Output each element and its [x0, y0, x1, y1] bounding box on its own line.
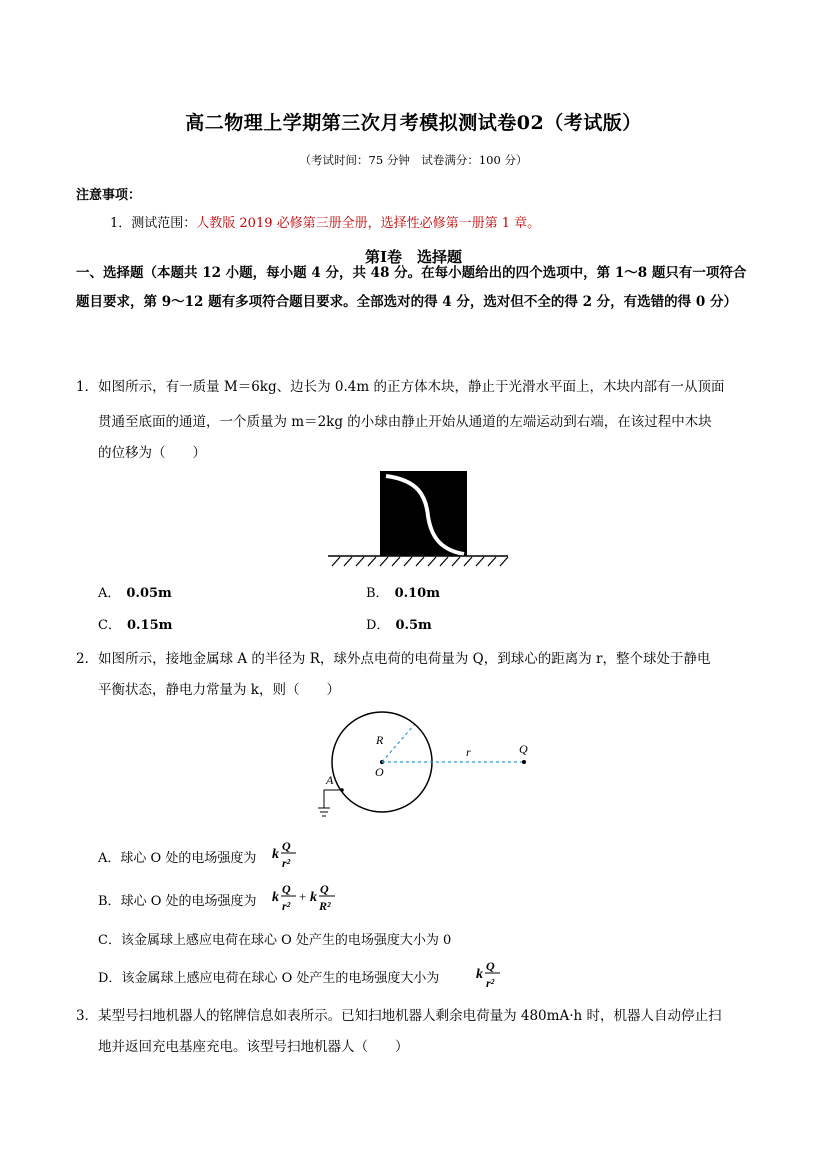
q1-line-2: 贯通至底面的通道，一个质量为 m＝2kg 的小球由静止开始从通道的左端运动到右端，在该过程中木块	[98, 414, 712, 430]
notice-heading: 注意事项：	[76, 188, 142, 203]
q1-line-3: 的位移为（ ）	[98, 445, 206, 461]
svg-text:Q: Q	[282, 839, 291, 853]
option-letter: C．	[98, 618, 121, 633]
notice-item-1-prefix: 1．测试范围：	[110, 216, 197, 231]
svg-text:Q: Q	[282, 882, 291, 896]
q1-figure-block-on-floor	[328, 468, 508, 568]
svg-text:R²: R²	[319, 899, 331, 913]
option-text: 球心 O 处的电场强度为	[120, 894, 257, 909]
q2-option-a-formula	[272, 838, 302, 872]
q2-option-d-formula	[476, 958, 506, 992]
q1-option-c[interactable]	[98, 614, 172, 633]
option-letter: A．	[98, 851, 121, 866]
q1-option-d[interactable]	[366, 614, 432, 633]
q1-option-a[interactable]	[98, 582, 172, 601]
option-letter: A．	[98, 586, 121, 601]
q1-option-b[interactable]	[366, 582, 440, 601]
label-r: r	[466, 745, 471, 759]
q2-line-1: 2．如图所示，接地金属球 A 的半径为 R，球外点电荷的电荷量为 Q，到球心的距离为 r，整个球处于静电	[76, 651, 711, 667]
option-letter: B．	[366, 586, 389, 601]
option-letter: C．	[98, 933, 121, 948]
q3-line-1: 3．某型号扫地机器人的铭牌信息如表所示。已知扫地机器人剩余电荷量为 480mA·h 时，机器人自动停止扫	[76, 1008, 722, 1024]
option-letter: B．	[98, 894, 121, 909]
svg-text:k: k	[272, 847, 279, 862]
section-title: 第Ⅰ卷 选择题	[364, 248, 463, 266]
svg-text:k: k	[310, 890, 317, 905]
q2-option-d[interactable]	[98, 967, 439, 986]
exam-info: （考试时间：75 分钟 试卷满分：100 分）	[299, 153, 528, 167]
svg-text:k: k	[272, 890, 279, 905]
q2-line-2: 平衡状态，静电力常量为 k，则（ ）	[98, 682, 340, 698]
q3-line-2: 地并返回充电基座充电。该型号扫地机器人（ ）	[98, 1039, 409, 1055]
svg-text:r²: r²	[282, 899, 291, 913]
notice-item-1	[110, 212, 540, 231]
page-title: 高二物理上学期第三次月考模拟测试卷02（考试版）	[185, 112, 642, 134]
floor-hatching	[332, 557, 508, 566]
option-text: 0.10m	[394, 586, 440, 601]
label-Q: Q	[519, 742, 528, 756]
radius-line	[382, 725, 414, 762]
q2-figure-grounded-sphere	[310, 710, 550, 825]
q1-line-1: 1．如图所示，有一质量 M＝6kg、边长为 0.4m 的正方体木块，静止于光滑水平面上，木块内部有一从顶面	[76, 379, 725, 395]
option-text: 该金属球上感应电荷在球心 O 处产生的电场强度大小为 0	[120, 933, 452, 948]
notice-item-1-scope: 人教版 2019 必修第三册全册，选择性必修第一册第 1 章。	[196, 216, 541, 231]
svg-text:k: k	[476, 967, 483, 982]
ground-symbol	[318, 808, 330, 816]
option-letter: D．	[366, 618, 390, 633]
option-text: 0.5m	[395, 618, 432, 633]
label-R: R	[376, 733, 384, 747]
svg-text:r²: r²	[486, 976, 495, 990]
q2-option-c[interactable]	[98, 929, 451, 948]
option-text: 该金属球上感应电荷在球心 O 处产生的电场强度大小为	[121, 971, 440, 986]
svg-text:r²: r²	[282, 856, 291, 870]
svg-text:Q: Q	[486, 959, 495, 973]
cube-block	[380, 471, 467, 556]
q2-option-a[interactable]	[98, 847, 256, 866]
svg-text:Q: Q	[320, 882, 329, 896]
q2-option-b-formula	[272, 881, 342, 915]
label-O: O	[375, 765, 384, 779]
q2-option-b[interactable]	[98, 890, 257, 909]
option-text: 0.05m	[126, 586, 172, 601]
label-A: A	[326, 773, 334, 787]
option-text: 球心 O 处的电场强度为	[120, 851, 257, 866]
ground-wire	[324, 790, 342, 808]
svg-text:+: +	[299, 889, 307, 904]
point-charge-dot	[522, 760, 526, 764]
option-text: 0.15m	[126, 618, 173, 633]
option-letter: D．	[98, 971, 122, 986]
part1-instructions: 一、选择题（本题共 12 小题，每小题 4 分，共 48 分。在每小题给出的四个选项中，第 1～8 题只有一项符合题目要求，第 9～12 题有多项符合题目要求。全部选对的得 4 分，选对但不全的得 2 分，有选错的得 0 分）	[76, 265, 747, 310]
